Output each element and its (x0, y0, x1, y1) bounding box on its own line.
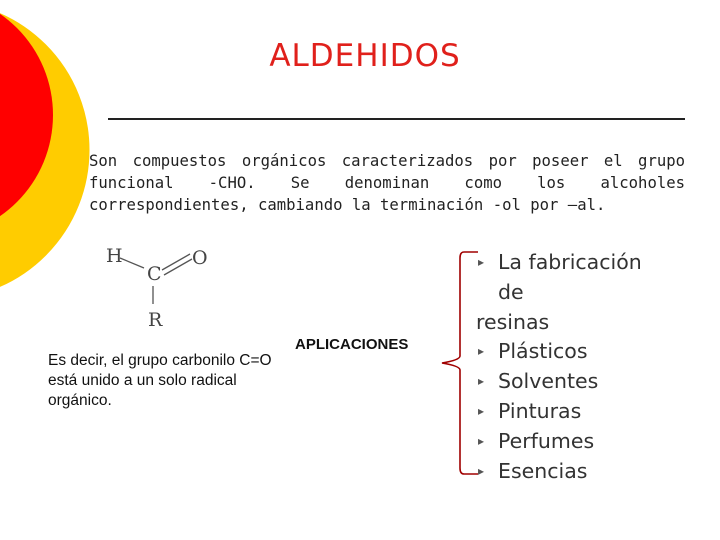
caret-right-icon: ▸ (478, 344, 485, 359)
description-text: Son compuestos orgánicos caracterizados por poseer el grupo funcional -CHO. Se denominan como los alcoholes correspondientes, cambiando la terminación -ol por –al. (89, 152, 685, 214)
carbonyl-note: Es decir, el grupo carbonilo C=O está unido a un solo radical orgánico. (48, 352, 272, 409)
list-item-label: Solventes (498, 369, 599, 394)
list-item (476, 248, 696, 337)
caret-right-icon: ▸ (478, 374, 485, 389)
list-item (476, 337, 696, 367)
caret-right-icon: ▸ (478, 433, 485, 448)
title-divider (108, 118, 685, 120)
caret-right-icon: ▸ (478, 463, 485, 478)
list-item (476, 397, 696, 427)
caret-right-icon: ▸ (478, 403, 485, 418)
list-item-label: La fabricación (498, 250, 642, 274)
list-item-label: Esencias (498, 458, 588, 483)
atom-r: R (148, 309, 163, 331)
list-item-label: de (498, 279, 524, 304)
atom-c: C (147, 263, 162, 285)
list-item (476, 367, 696, 397)
atom-h: H (106, 245, 123, 267)
atom-o: O (192, 247, 208, 269)
list-item-label: Pinturas (498, 398, 582, 423)
list-item (476, 427, 696, 457)
applications-label: APLICACIONES (295, 336, 409, 353)
list-item (476, 457, 696, 487)
list-item-label: Plásticos (498, 339, 588, 364)
page-title: ALDEHIDOS (269, 38, 461, 74)
applications-list (476, 248, 696, 486)
caret-right-icon: ▸ (478, 255, 485, 269)
aldehyde-structure-diagram (100, 240, 230, 335)
list-item-label: Perfumes (498, 428, 595, 453)
list-item-label: resinas (476, 309, 550, 334)
